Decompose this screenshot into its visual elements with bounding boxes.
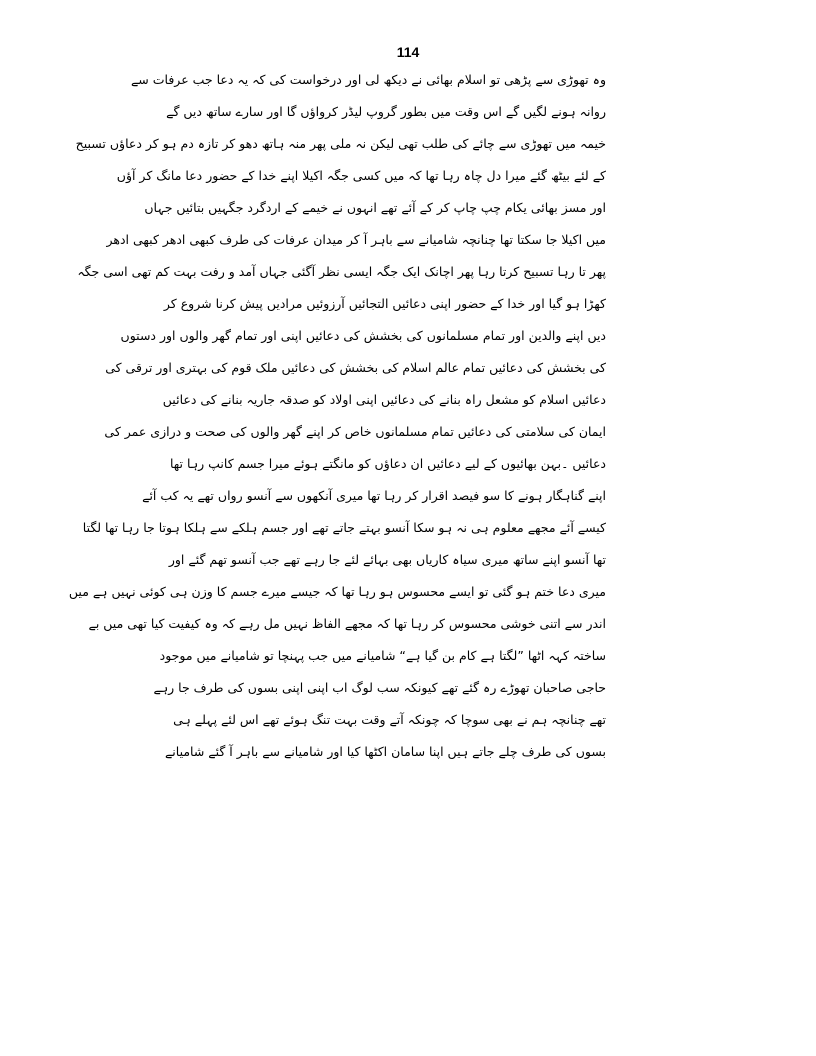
text-line: روانہ ہونے لگیں گے اس وقت میں بطور گروپ لیڈر کرواؤں گا اور سارے ساتھ دیں گے — [166, 104, 606, 119]
text-line: اپنے گناہگار ہونے کا سو فیصد اقرار کر رہا تھا میری آنکھوں سے آنسو رواں تھے یہ کب آئے — [142, 488, 606, 503]
text-line: خیمہ میں تھوڑی سے چائے کی طلب تھی لیکن نہ ملی پھر منہ ہاتھ دھو کر تازہ دم ہو کر دعاؤں تسبیح — [75, 136, 606, 151]
text-line: کی بخشش کی دعائیں تمام عالم اسلام کی بخشش کی دعائیں ملک قوم کی بہتری اور ترقی کی — [105, 360, 606, 375]
text-line: بسوں کی طرف چلے جاتے ہیں اپنا سامان اکٹھا کیا اور شامیانے سے باہر آ گئے شامیانے — [164, 744, 606, 759]
text-line: وہ تھوڑی سے پڑھی تو اسلام بھائی نے دیکھ لی اور درخواست کی کہ یہ دعا جب عرفات سے — [130, 72, 606, 87]
text-line: تھے چنانچہ ہم نے بھی سوچا کہ چونکہ آتے وقت بہت تنگ ہوئے تھے اس لئے پہلے ہی — [173, 712, 606, 727]
text-line: پھر تا رہا تسبیح کرتا رہا پھر اچانک ایک جگہ ایسی نظر آگئی جہاں آمد و رفت بہت کم تھی اسی جگہ — [77, 264, 606, 279]
text-line: ایمان کی سلامتی کی دعائیں تمام مسلمانوں خاص کر اپنے گھر والوں کی صحت و درازی عمر کی — [104, 424, 606, 439]
text-line: دعائیں اسلام کو مشعل راہ بنانے کی دعائیں اپنی اولاد کو صدقہ جاریہ بنانے کی دعائیں — [162, 392, 606, 407]
text-line: میری دعا ختم ہو گئی تو ایسے محسوس ہو رہا تھا کہ جیسے میرے جسم کا وزن ہی کوئی نہیں ہے میں — [68, 584, 606, 599]
text-line: اندر سے اتنی خوشی محسوس کر رہا تھا کہ مجھے الفاظ نہیں مل رہے کہ وہ کیفیت کیا تھی میں بے — [88, 616, 606, 631]
text-line: میں اکیلا جا سکتا تھا چنانچہ شامیانے سے باہر آ کر میدان عرفات کی طرف کبھی ادھر کبھی ادھر — [106, 232, 606, 247]
text-line: کے لئے بیٹھ گئے میرا دل چاہ رہا تھا کہ میں کسی جگہ اکیلا اپنے خدا کے حضور دعا مانگ کر آؤں — [116, 168, 606, 183]
text-line: دعائیں ۔بہن بھائیوں کے لیے دعائیں ان دعاؤں کو مانگتے ہوئے میرا جسم کانپ رہا تھا — [169, 456, 606, 471]
body-text — [68, 64, 606, 768]
text-line: تھا آنسو اپنے ساتھ میری سیاہ کاریاں بھی بہائے لئے جا رہے تھے جب آنسو تھم گئے اور — [168, 552, 606, 567]
text-line: حاجی صاحبان تھوڑے رہ گئے تھے کیونکہ سب لوگ اب اپنی اپنی بسوں کی طرف جا رہے — [153, 680, 606, 695]
text-line: کھڑا ہو گیا اور خدا کے حضور اپنی دعائیں التجائیں آرزوئیں مرادیں پیش کرنا شروع کر — [163, 296, 606, 311]
text-line: اور مسز بھائی یکام چپ چاپ کر کے آئے تھے انہوں نے خیمے کے اردگرد جگہیں بتائیں جہاں — [144, 200, 606, 215]
page-number: 114 — [396, 44, 420, 60]
text-line: دیں اپنے والدین اور تمام مسلمانوں کی بخشش کی دعائیں اپنی اور تمام گھر والوں اور دستوں — [120, 328, 606, 343]
text-line: کیسے آئے مجھے معلوم ہی نہ ہو سکا آنسو بہتے جاتے تھے اور جسم ہلکے سے ہلکا ہوتا جا رہا تھا لگتا — [82, 520, 606, 535]
text-line: ساختہ کہہ اٹھا ”لگتا ہے کام بن گیا ہے“ شامیانے میں جب پہنچا تو شامیانے میں موجود — [159, 648, 606, 663]
